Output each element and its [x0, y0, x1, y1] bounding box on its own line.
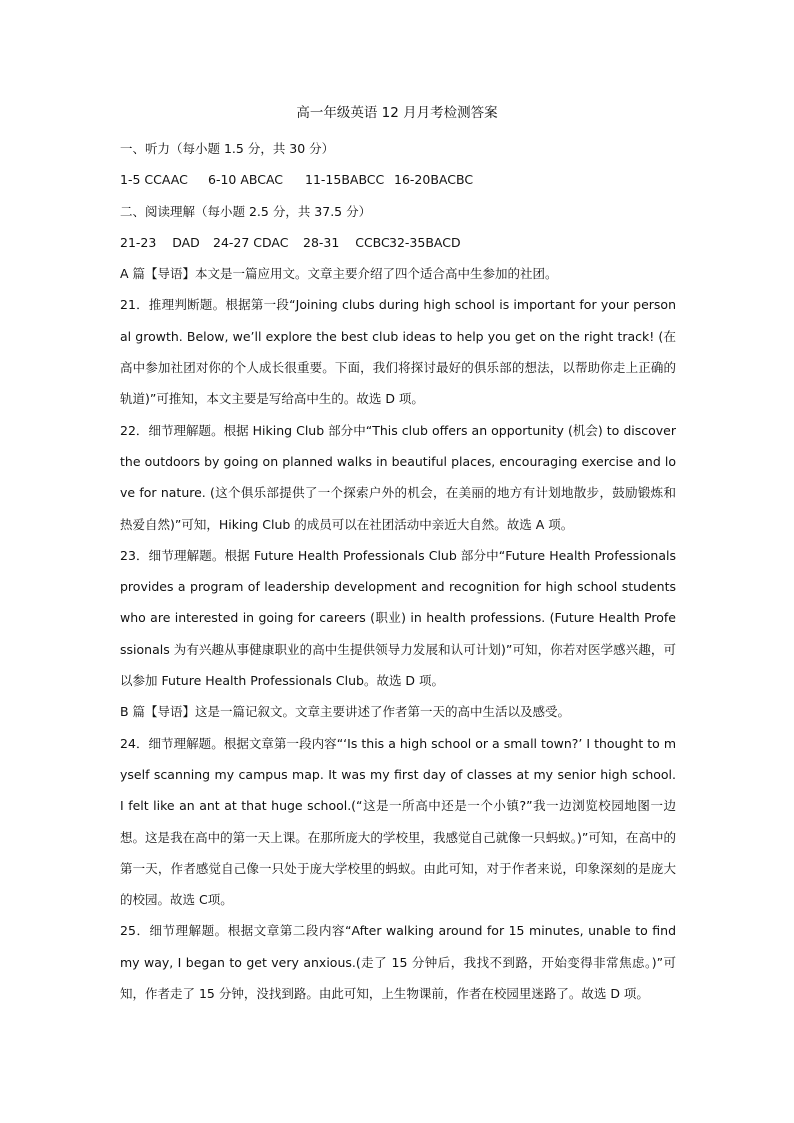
document-title: 高一年级英语 12 月月考检测答案 [296, 105, 498, 121]
section-heading-listening: 一、听力（每小题 1.5 分，共 30 分） [120, 141, 335, 156]
section-heading-reading: 二、阅读理解（每小题 2.5 分，共 37.5 分） [120, 203, 372, 219]
answer-key: 6-10 ABCAC [208, 172, 284, 188]
passage-b-intro: B 篇【导语】这是一篇记叙文。文章主要讲述了作者第一天的高中生活以及感受。 [120, 704, 571, 720]
answer-key: 21-23 DAD [120, 234, 200, 250]
answer-keys-listening [120, 164, 676, 195]
answer-key: 1-5 CCAAC [120, 172, 188, 188]
answer-key: 11-15BABCC [305, 172, 385, 188]
explanation-23: 23．细节理解题。根据 Future Health Professionals Club 部分中“Future Health Professionals provides a program of leadership development and recognition for high school students who are interested in going for careers (职业) in health professions. (Future Health Professionals 为有兴趣从事健康职业的高中生提供领导力发展和认可计划)”可知，你若对医学感兴趣，可以参加 Future Health Professionals Club。故选 D 项。 [120, 547, 676, 689]
answer-key: 16-20BACBC [394, 172, 474, 188]
explanation-25: 25．细节理解题。根据文章第二段内容“After walking around for 15 minutes, unable to find my way, I began to get very anxious.(走了 15 分钟后，我找不到路，开始变得非常焦虑。)”可知，作者走了 15 分钟，没找到路。由此可知，上生物课前，作者在校园里迷路了。故选 D 项。 [120, 923, 676, 1002]
explanation-22: 22．细节理解题。根据 Hiking Club 部分中“This club offers an opportunity (机会) to discover the outdoors by going on planned walks in beautiful places, encouraging exercise and love for nature. (这个俱乐部提供了一个探索户外的机会，在美丽的地方有计划地散步，鼓励锻炼和热爱自然)”可知，Hiking Club 的成员可以在社团活动中亲近大自然。故选 A 项。 [120, 422, 676, 532]
answer-key: 28-31 CCBC [303, 234, 390, 250]
explanation-21: 21．推理判断题。根据第一段“Joining clubs during high school is important for your personal growth. Below, we’ll explore the best club ideas to help you get on the right track! (在高中参加社团对你的个人成长很重要。下面，我们将探讨最好的俱乐部的想法，以帮助你走上正确的轨道)”可推知，本文主要是写给高中生的。故选 D 项。 [120, 297, 676, 407]
answer-key: 24-27 CDAC [213, 234, 289, 250]
explanation-24: 24．细节理解题。根据文章第一段内容“‘Is this a high school or a small town?’ I thought to myself scanning my campus map. It was my first day of classes at my senior high school. I felt like an ant at that huge school.(“这是一所高中还是一个小镇?”我一边浏览校园地图一边想。这是我在高中的第一天上课。在那所庞大的学校里，我感觉自己就像一只蚂蚁。)”可知，在高中的第一天，作者感觉自己像一只处于庞大学校里的蚂蚁。由此可知，对于作者来说，印象深刻的是庞大的校园。故选 C项。 [120, 735, 676, 908]
document-body [120, 133, 676, 1009]
answer-key: 32-35BACD [389, 234, 461, 250]
passage-a-intro: A 篇【导语】本文是一篇应用文。文章主要介绍了四个适合高中生参加的社团。 [120, 266, 558, 282]
answer-keys-reading [120, 227, 676, 258]
